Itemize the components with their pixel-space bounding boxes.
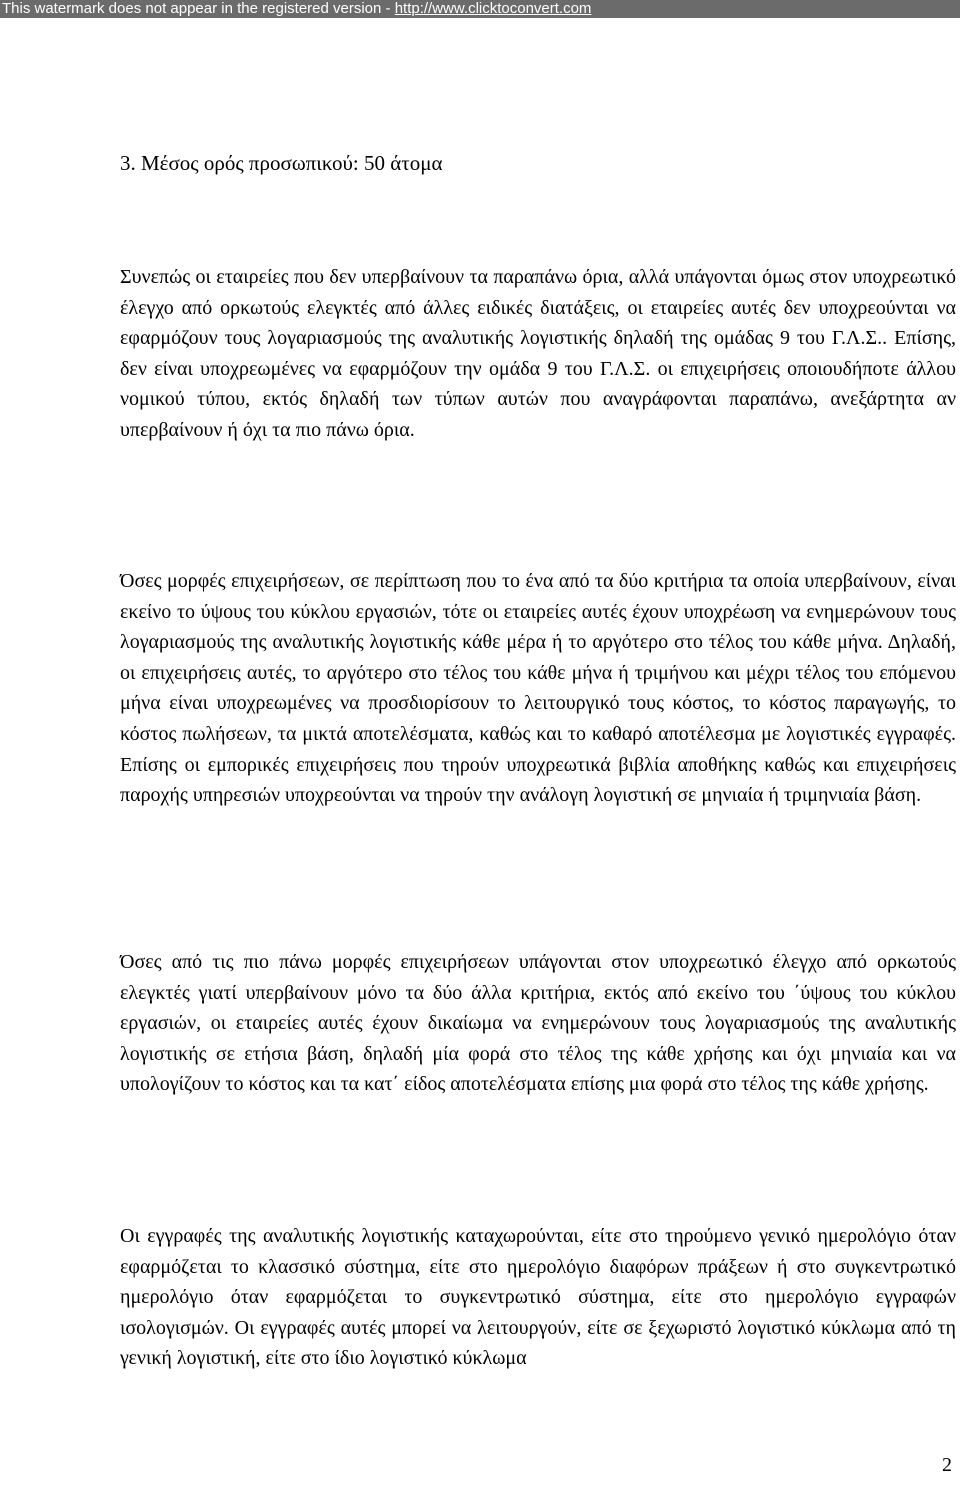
watermark-banner (0, 0, 960, 18)
paragraph-4: Οι εγγραφές της αναλυτικής λογιστικής καταχωρούνται, είτε στο τηρούμενο γενικό ημερολόγιο όταν εφαρμόζεται το κλασσικό σύστημα, είτε στο ημερολόγιο διαφόρων πράξεων ή στο συγκεντρωτικό ημερολόγιο όταν εφαρμόζεται το συγκεντρωτικό σύστημα, είτε στο ημερολόγιο εγγραφών ισολογισμών. Οι εγγραφές αυτές μπορεί να λειτουργούν, είτε σε ξεχωριστό λογιστικό κύκλωμα από τη γενική λογιστική, είτε στο ίδιο λογιστικό κύκλωμα (120, 1225, 956, 1370)
paragraph-1: Συνεπώς οι εταιρείες που δεν υπερβαίνουν τα παραπάνω όρια, αλλά υπάγονται όμως στον υποχρεωτικό έλεγχο από ορκωτούς ελεγκτές από άλλες ειδικές διατάξεις, οι εταιρείες αυτές δεν υποχρεούνται να εφαρμόζουν τους λογαριασμούς της αναλυτικής λογιστικής δηλαδή της ομάδας 9 του Γ.Λ.Σ.. Επίσης, δεν είναι υποχρεωμένες να εφαρμόζουν την ομάδα 9 του Γ.Λ.Σ. οι επιχειρήσεις οποιουδήποτε άλλου νομικού τύπου, εκτός δηλαδή των τύπων αυτών που αναγράφονται παραπάνω, ανεξάρτητα αν υπερβαίνουν ή όχι τα πιο πάνω όρια. (120, 266, 956, 441)
page-number: 2 (942, 1454, 952, 1476)
section-heading: 3. Μέσος ορός προσωπικού: 50 άτομα (120, 151, 443, 175)
paragraph-2: Όσες μορφές επιχειρήσεων, σε περίπτωση που το ένα από τα δύο κριτήρια τα οποία υπερβαίνουν, είναι εκείνο το ύψους του κύκλου εργασιών, τότε οι εταιρείες αυτές έχουν υποχρέωση να ενημερώνουν τους λογαριασμούς της αναλυτικής λογιστικής κάθε μέρα ή το αργότερο στο τέλος του κάθε μήνα. Δηλαδή, οι επιχειρήσεις αυτές, το αργότερο στο τέλος του κάθε μήνα ή τριμήνου και μέχρι τέλος του επόμενου μήνα είναι υποχρεωμένες να προσδιορίσουν το λειτουργικό τους κόστος, το κόστος παραγωγής, το κόστος πωλήσεων, τα μικτά αποτελέσματα, καθώς και το καθαρό αποτέλεσμα με λογιστικές εγγραφές. Επίσης οι εμπορικές επιχειρήσεις που τηρούν υποχρεωτικά βιβλία αποθήκης καθώς και επιχειρήσεις παροχής υπηρεσιών υποχρεούνται να τηρούν την ανάλογη λογιστική σε μηνιαία ή τριμηνιαία βάση. (120, 570, 956, 807)
watermark-text: This watermark does not appear in the registered version - (2, 0, 395, 17)
watermark-link[interactable]: http://www.clicktoconvert.com (394, 0, 592, 17)
paragraph-3: Όσες από τις πιο πάνω μορφές επιχειρήσεων υπάγονται στον υποχρεωτικό έλεγχο από ορκωτούς ελεγκτές γιατί υπερβαίνουν μόνο τα δύο άλλα κριτήρια, εκτός από εκείνο του ΄ύψους του κύκλου εργασιών, οι εταιρείες αυτές έχουν δικαίωμα να ενημερώνουν τους λογαριασμούς της αναλυτικής λογιστικής σε ετήσια βάση, δηλαδή μία φορά στο τέλος της κάθε χρήσης και όχι μηνιαία και να υπολογίζουν το κόστος και τα κατ΄ είδος αποτελέσματα επίσης μια φορά στο τέλος της κάθε χρήσης. (120, 951, 956, 1096)
